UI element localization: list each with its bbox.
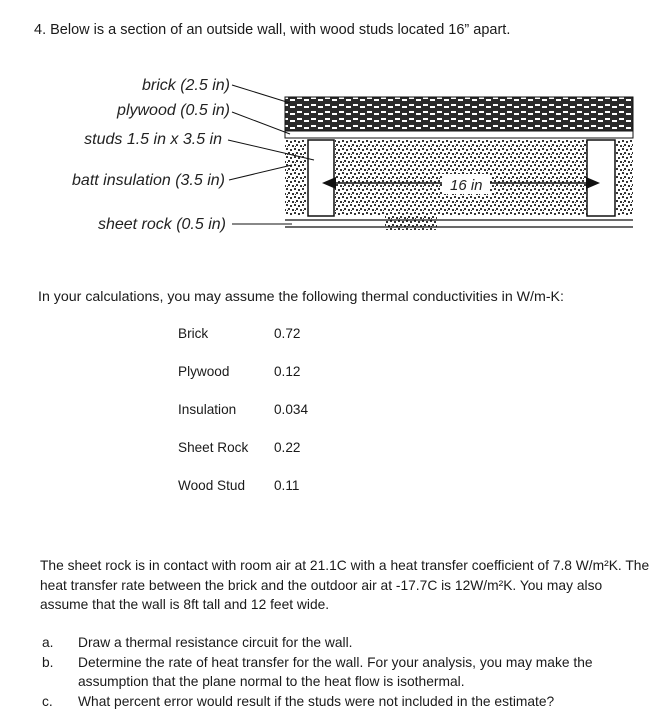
conductivity-value: 0.22 — [274, 440, 301, 455]
list-item — [40, 692, 650, 712]
list-item-text: Determine the rate of heat transfer for the wall. For your analysis, you may make the assumption that the plane normal to the heat flow is isothermal. — [78, 654, 593, 689]
brick-layer — [285, 97, 633, 131]
list-item — [40, 653, 650, 692]
list-marker: a. — [42, 635, 54, 650]
material-name: Insulation — [178, 402, 237, 417]
leader-brick — [232, 85, 290, 103]
wall-section-figure — [30, 60, 650, 250]
label-batt: batt insulation (3.5 in) — [72, 172, 225, 189]
material-name: Plywood — [178, 364, 230, 379]
plywood-layer — [285, 131, 633, 138]
label-brick: brick (2.5 in) — [141, 77, 230, 94]
wood-stud-left — [308, 140, 334, 216]
wood-stud-right — [587, 140, 615, 216]
batt-insulation-left — [285, 140, 306, 216]
material-name: Sheet Rock — [178, 440, 249, 455]
label-sheetrock: sheet rock (0.5 in) — [97, 216, 226, 233]
conductivity-value: 0.11 — [274, 478, 300, 493]
label-studs: studs 1.5 in x 3.5 in — [84, 131, 222, 148]
list-item — [40, 633, 650, 653]
assumption-text: In your calculations, you may assume the following thermal conductivities in W/m-K: — [38, 289, 564, 305]
label-plywood: plywood (0.5 in) — [117, 102, 230, 119]
conditions-paragraph: The sheet rock is in contact with room air at 21.1C with a heat transfer coefficient of 7.8 W/m²K. The heat transfer rate between the brick and the outdoor air at -17.7C is 12W/m²K. You may also assume that the wall is 8ft tall and 12 feet wide. — [40, 558, 650, 612]
question-title: 4. Below is a section of an outside wall, with wood studs located 16” apart. — [34, 22, 511, 38]
batt-insulation-right — [616, 140, 633, 216]
conductivity-value: 0.034 — [274, 402, 309, 417]
leader-plywood — [232, 112, 290, 134]
conductivity-value: 0.72 — [274, 326, 301, 341]
batt-insulation-extension — [385, 216, 437, 230]
question-parts-list — [40, 633, 650, 711]
spacing-label: 16 in — [450, 177, 483, 194]
material-name: Brick — [178, 326, 209, 341]
list-item-text: What percent error would result if the studs were not included in the estimate? — [78, 693, 555, 709]
list-marker: c. — [42, 693, 53, 709]
leader-batt — [229, 165, 292, 180]
material-name: Wood Stud — [178, 478, 246, 493]
conductivity-value: 0.12 — [274, 364, 301, 379]
list-item-text: Draw a thermal resistance circuit for the wall. — [78, 635, 353, 650]
list-marker: b. — [42, 654, 54, 670]
